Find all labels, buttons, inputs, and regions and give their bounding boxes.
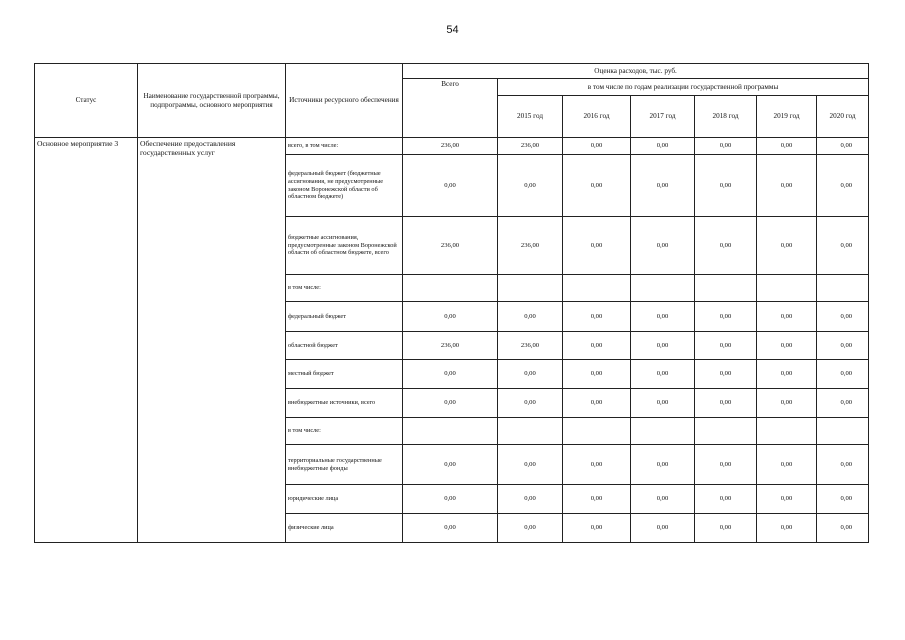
value-cell: 0,00 xyxy=(757,138,817,155)
value-cell xyxy=(498,275,563,302)
program-name-cell: Обеспечение предоставления государственных услуг xyxy=(138,138,286,543)
value-cell: 0,00 xyxy=(757,445,817,485)
source-cell: физические лица xyxy=(286,514,403,543)
value-cell: 0,00 xyxy=(757,514,817,543)
value-cell xyxy=(695,418,757,445)
value-cell: 0,00 xyxy=(817,485,869,514)
value-cell: 0,00 xyxy=(563,332,631,360)
value-cell: 0,00 xyxy=(498,514,563,543)
table-row xyxy=(35,138,869,155)
value-cell: 0,00 xyxy=(631,217,695,275)
source-cell: внебюджетные источники, всего xyxy=(286,389,403,418)
header-program-name: Наименование государственной программы, подпрограммы, основного мероприятия xyxy=(138,64,286,138)
value-cell: 0,00 xyxy=(563,389,631,418)
value-cell: 0,00 xyxy=(695,138,757,155)
value-cell: 0,00 xyxy=(695,332,757,360)
value-cell: 0,00 xyxy=(403,155,498,217)
header-year-2: 2017 год xyxy=(631,96,695,138)
value-cell: 0,00 xyxy=(817,332,869,360)
value-cell: 0,00 xyxy=(817,514,869,543)
value-cell: 0,00 xyxy=(403,514,498,543)
value-cell: 0,00 xyxy=(631,332,695,360)
value-cell: 0,00 xyxy=(631,360,695,389)
value-cell: 0,00 xyxy=(631,302,695,332)
value-cell: 0,00 xyxy=(498,302,563,332)
page-number: 54 xyxy=(446,24,459,36)
value-cell: 0,00 xyxy=(403,445,498,485)
header-year-3: 2018 год xyxy=(695,96,757,138)
value-cell: 0,00 xyxy=(757,332,817,360)
value-cell: 0,00 xyxy=(498,389,563,418)
value-cell: 0,00 xyxy=(631,389,695,418)
value-cell: 0,00 xyxy=(695,155,757,217)
value-cell xyxy=(563,418,631,445)
value-cell xyxy=(695,275,757,302)
value-cell: 0,00 xyxy=(563,217,631,275)
value-cell: 0,00 xyxy=(631,485,695,514)
value-cell: 0,00 xyxy=(563,485,631,514)
value-cell: 0,00 xyxy=(695,360,757,389)
value-cell: 0,00 xyxy=(695,445,757,485)
value-cell: 0,00 xyxy=(498,445,563,485)
value-cell: 0,00 xyxy=(563,302,631,332)
status-cell: Основное мероприятие 3 xyxy=(35,138,138,543)
value-cell: 0,00 xyxy=(563,138,631,155)
rows-body xyxy=(35,138,869,543)
value-cell: 236,00 xyxy=(403,138,498,155)
source-cell: в том числе: xyxy=(286,418,403,445)
value-cell: 0,00 xyxy=(757,360,817,389)
value-cell: 0,00 xyxy=(817,302,869,332)
value-cell: 0,00 xyxy=(498,485,563,514)
value-cell: 0,00 xyxy=(757,217,817,275)
value-cell: 0,00 xyxy=(695,302,757,332)
value-cell: 0,00 xyxy=(631,138,695,155)
value-cell: 236,00 xyxy=(403,332,498,360)
value-cell xyxy=(403,418,498,445)
value-cell: 0,00 xyxy=(817,138,869,155)
header-total: Всего xyxy=(403,79,498,138)
value-cell: 0,00 xyxy=(817,155,869,217)
value-cell: 0,00 xyxy=(817,389,869,418)
header-expenses: Оценка расходов, тыс. руб. xyxy=(403,64,869,79)
value-cell: 0,00 xyxy=(757,389,817,418)
source-cell: территориальные государственные внебюджетные фонды xyxy=(286,445,403,485)
source-cell: местный бюджет xyxy=(286,360,403,389)
value-cell: 236,00 xyxy=(498,138,563,155)
value-cell: 0,00 xyxy=(403,360,498,389)
source-cell: федеральный бюджет xyxy=(286,302,403,332)
header-year-4: 2019 год xyxy=(757,96,817,138)
value-cell: 0,00 xyxy=(403,302,498,332)
value-cell: 0,00 xyxy=(498,360,563,389)
value-cell xyxy=(757,418,817,445)
source-cell: юридические лица xyxy=(286,485,403,514)
header-year-0: 2015 год xyxy=(498,96,563,138)
value-cell: 0,00 xyxy=(757,302,817,332)
header-year-1: 2016 год xyxy=(563,96,631,138)
header-status: Статус xyxy=(35,64,138,138)
value-cell: 0,00 xyxy=(817,445,869,485)
header-sources: Источники ресурсного обеспечения xyxy=(286,64,403,138)
value-cell: 0,00 xyxy=(695,389,757,418)
value-cell: 0,00 xyxy=(498,155,563,217)
value-cell: 236,00 xyxy=(403,217,498,275)
value-cell xyxy=(403,275,498,302)
value-cell: 0,00 xyxy=(757,485,817,514)
value-cell xyxy=(817,275,869,302)
budget-table xyxy=(34,63,869,543)
header-year-5: 2020 год xyxy=(817,96,869,138)
value-cell: 0,00 xyxy=(695,485,757,514)
value-cell: 0,00 xyxy=(563,514,631,543)
value-cell: 0,00 xyxy=(757,155,817,217)
value-cell: 0,00 xyxy=(563,445,631,485)
source-cell: бюджетные ассигнования, предусмотренные законом Воронежской области об областном бюджете, всего xyxy=(286,217,403,275)
value-cell: 0,00 xyxy=(403,389,498,418)
value-cell xyxy=(631,418,695,445)
value-cell xyxy=(631,275,695,302)
value-cell xyxy=(563,275,631,302)
value-cell: 0,00 xyxy=(631,155,695,217)
value-cell: 0,00 xyxy=(695,514,757,543)
value-cell: 0,00 xyxy=(403,485,498,514)
value-cell: 0,00 xyxy=(563,155,631,217)
value-cell xyxy=(817,418,869,445)
value-cell xyxy=(498,418,563,445)
value-cell: 0,00 xyxy=(631,445,695,485)
value-cell: 0,00 xyxy=(817,217,869,275)
source-cell: федеральный бюджет (бюджетные ассигнования, не предусмотренные законом Воронежской области об областном бюджете) xyxy=(286,155,403,217)
source-cell: всего, в том числе: xyxy=(286,138,403,155)
source-cell: областной бюджет xyxy=(286,332,403,360)
source-cell: в том числе: xyxy=(286,275,403,302)
value-cell: 236,00 xyxy=(498,217,563,275)
value-cell: 0,00 xyxy=(817,360,869,389)
value-cell: 0,00 xyxy=(695,217,757,275)
value-cell xyxy=(757,275,817,302)
value-cell: 236,00 xyxy=(498,332,563,360)
value-cell: 0,00 xyxy=(631,514,695,543)
value-cell: 0,00 xyxy=(563,360,631,389)
header-by-years: в том числе по годам реализации государственной программы xyxy=(498,79,869,96)
